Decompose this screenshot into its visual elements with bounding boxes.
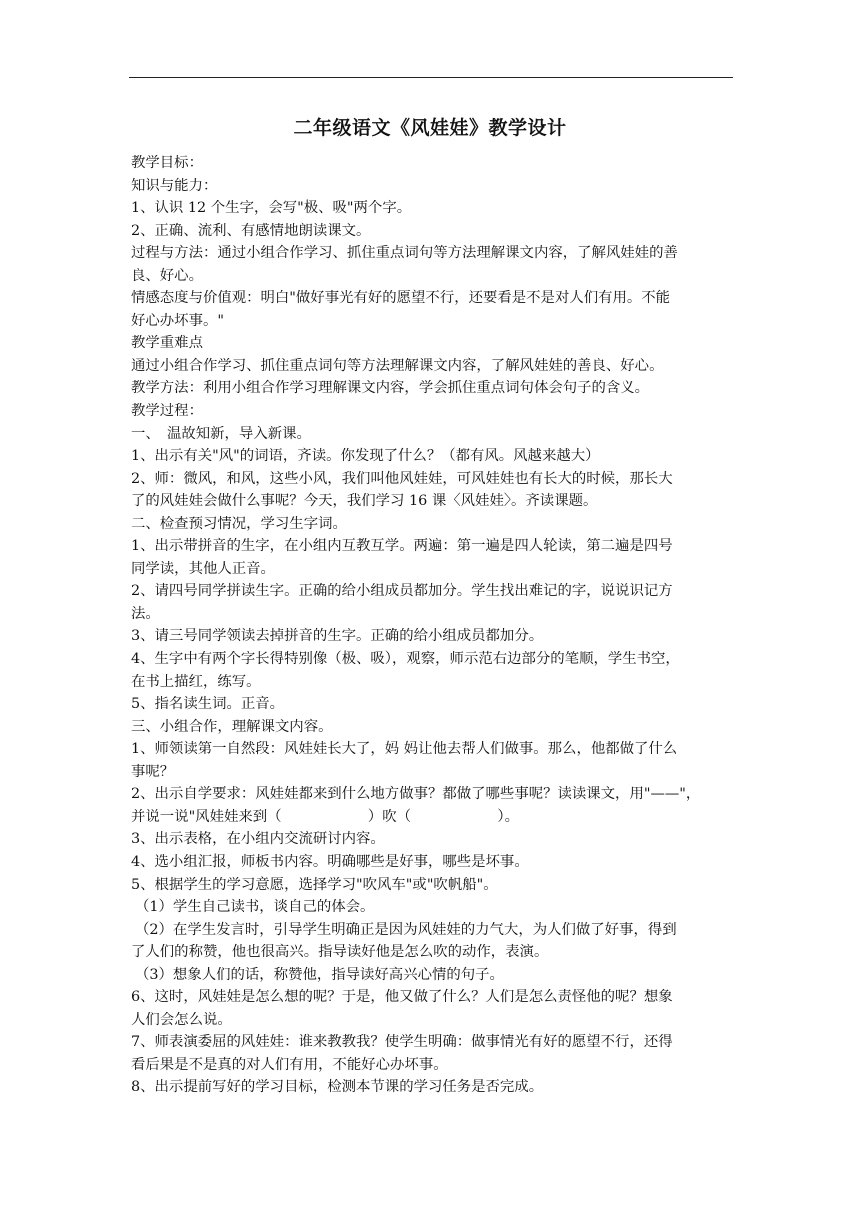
text-line: 5、指名读生词。正音。 bbox=[131, 696, 285, 713]
text-line: 三、小组合作，理解课文内容。 bbox=[131, 718, 333, 735]
text-line: 教学目标： bbox=[131, 155, 203, 171]
text-line: 并说一说"风娃娃来到（ ）吹（ ）。 bbox=[131, 808, 519, 825]
text-line: 良、好心。 bbox=[131, 267, 203, 284]
text-line: 了的风娃娃会做什么事呢？今天，我们学习 16 课〈风娃娃〉。齐读课题。 bbox=[131, 493, 598, 510]
text-line: 4、生字中有两个字长得特别像（极、吸），观察，师示范右边部分的笔顺，学生书空， bbox=[131, 651, 680, 668]
text-line: 1、出示有关"风"的词语，齐读。你发现了什么？（都有风。风越来越大） bbox=[131, 448, 600, 465]
text-line: 1、认识 12 个生字，会写"极、吸"两个字。 bbox=[131, 200, 412, 217]
text-line: 8、出示提前写好的学习目标，检测本节课的学习任务是否完成。 bbox=[131, 1079, 544, 1096]
text-line: 2、师：微风，和风，这些小风，我们叫他风娃娃，可风娃娃也有长大的时候，那长大 bbox=[131, 470, 673, 487]
text-line: 了人们的称赞，他也很高兴。指导读好他是怎么吹的动作，表演。 bbox=[131, 944, 549, 961]
text-line: 法。 bbox=[131, 605, 160, 622]
text-line: 二、检查预习情况，学习生字词。 bbox=[131, 515, 347, 532]
document-body bbox=[131, 152, 731, 1099]
text-line: 7、师表演委屈的风娃娃：谁来教教我？使学生明确：做事情光有好的愿望不行，还得 bbox=[131, 1034, 673, 1051]
text-line: 过程与方法：通过小组合作学习、抓住重点词句等方法理解课文内容，了解风娃娃的善 bbox=[131, 245, 678, 262]
text-line: 在书上描红，练写。 bbox=[131, 673, 261, 690]
text-line: 知识与能力： bbox=[131, 177, 218, 194]
text-line: 6、这时，风娃娃是怎么想的呢？于是，他又做了什么？人们是怎么责怪他的呢？想象 bbox=[131, 989, 673, 1006]
text-line: 2、出示自学要求：风娃娃都来到什么地方做事？都做了哪些事呢？读读课文，用"——"， bbox=[131, 786, 701, 803]
text-line: 教学过程： bbox=[131, 403, 203, 420]
text-line: 同学读，其他人正音。 bbox=[131, 560, 275, 577]
text-line: 好心办坏事。" bbox=[131, 312, 224, 329]
text-line: （1）学生自己读书，谈自己的体会。 bbox=[135, 899, 375, 916]
text-line: 1、出示带拼音的生字，在小组内互教互学。两遍：第一遍是四人轮读，第二遍是四号 bbox=[131, 538, 673, 555]
text-line: 5、根据学生的学习意愿，选择学习"吹风车"或"吹帆船"。 bbox=[131, 876, 498, 893]
text-line: 事呢？ bbox=[131, 763, 175, 780]
text-line: 3、出示表格，在小组内交流研讨内容。 bbox=[131, 831, 385, 848]
text-line: 教学重难点 bbox=[131, 335, 203, 352]
text-line: （3）想象人们的话，称赞他，指导读好高兴心情的句子。 bbox=[135, 966, 504, 983]
document-title: 二年级语文《风娃娃》教学设计 bbox=[293, 117, 567, 139]
text-line: （2）在学生发言时，引导学生明确正是因为风娃娃的力气大，为人们做了好事，得到 bbox=[135, 921, 677, 938]
text-line: 3、请三号同学领读去掉拼音的生字。正确的给小组成员都加分。 bbox=[131, 628, 544, 645]
text-line: 2、请四号同学拼读生字。正确的给小组成员都加分。学生找出难记的字，说说识记方 bbox=[131, 583, 673, 600]
text-line: 人们会怎么说。 bbox=[131, 1011, 232, 1028]
text-line: 情感态度与价值观：明白"做好事光有好的愿望不行，还要看是不是对人们有用。不能 bbox=[131, 290, 671, 307]
text-line: 教学方法：利用小组合作学习理解课文内容，学会抓住重点词句体会句子的含义。 bbox=[131, 380, 650, 397]
text-line: 一、 温故知新，导入新课。 bbox=[131, 425, 311, 442]
text-line: 看后果是不是真的对人们有用，不能好心办坏事。 bbox=[131, 1056, 448, 1073]
text-line: 通过小组合作学习、抓住重点词句等方法理解课文内容，了解风娃娃的善良、好心。 bbox=[131, 357, 664, 374]
text-line: 1、师领读第一自然段：风娃娃长大了，妈 妈让他去帮人们做事。那么，他都做了什么 bbox=[131, 741, 678, 758]
text-line: 2、正确、流利、有感情地朗读课文。 bbox=[131, 222, 371, 239]
header-rule bbox=[129, 77, 733, 78]
text-line: 4、选小组汇报，师板书内容。明确哪些是好事，哪些是坏事。 bbox=[131, 853, 529, 870]
